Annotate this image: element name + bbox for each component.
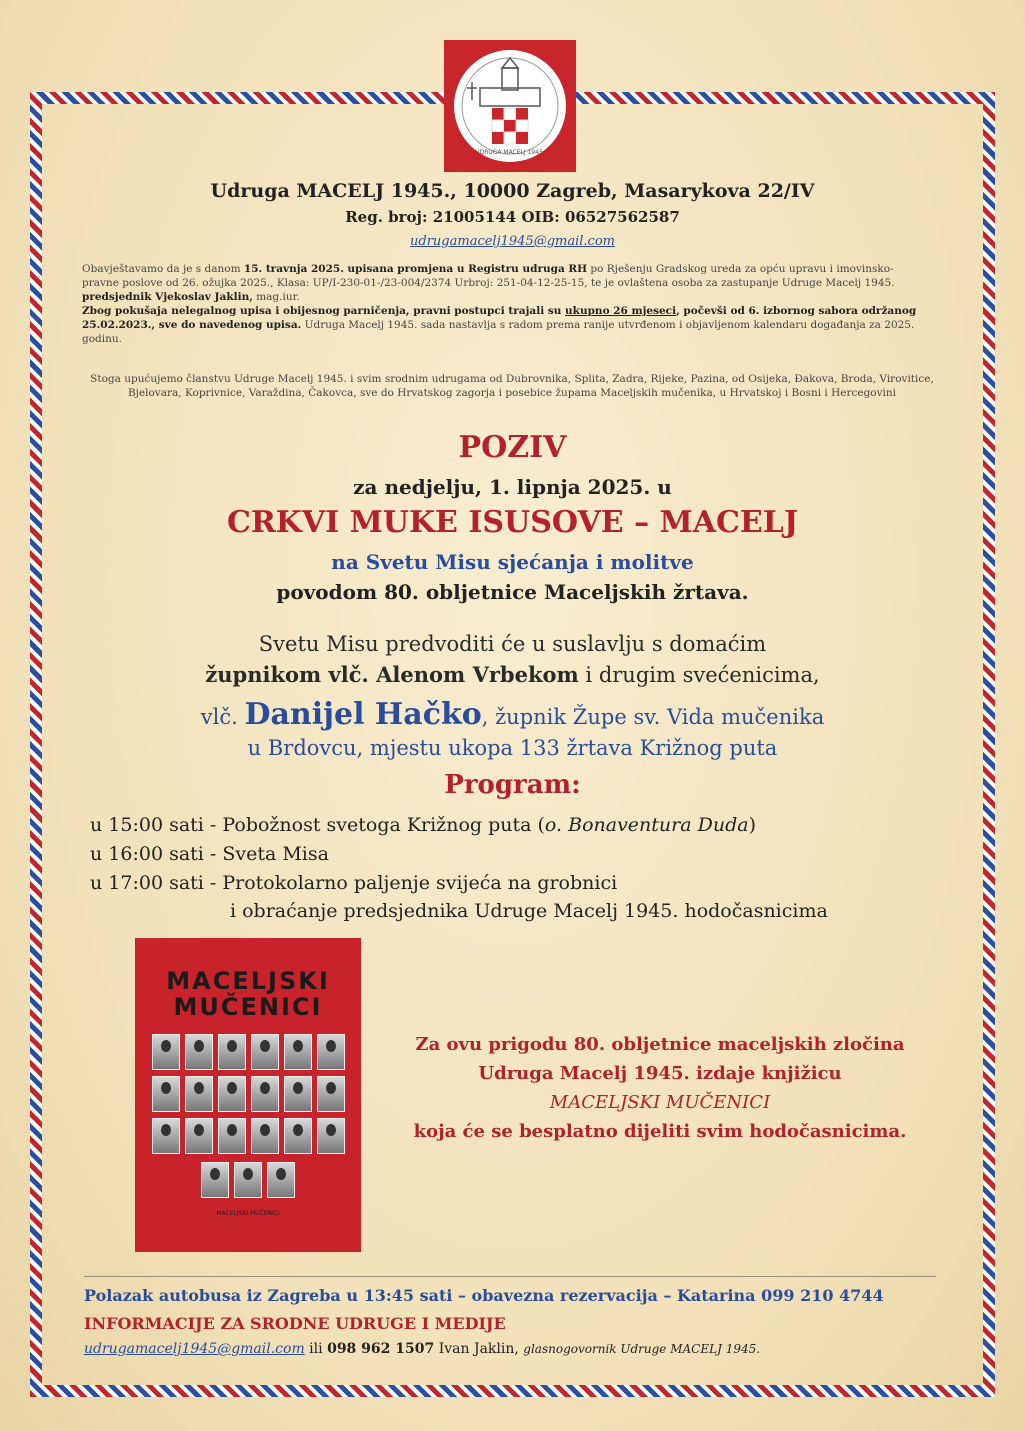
portrait-photo <box>152 1034 180 1070</box>
program-title: Program: <box>444 770 581 800</box>
portrait-photo <box>251 1034 279 1070</box>
portrait-photo <box>234 1162 262 1198</box>
program-item-2: u 16:00 sati - Sveta Misa <box>90 843 329 865</box>
logo <box>444 40 576 172</box>
book-subtitle: MACELJSKI MUČENICI <box>216 1210 280 1217</box>
portrait-photo <box>218 1118 246 1154</box>
org-registration: Reg. broj: 21005144 OIB: 06527562587 <box>345 208 680 226</box>
anniversary-line: povodom 80. obljetnice Maceljskih žrtava. <box>276 580 749 604</box>
church-checkerboard-logo-icon <box>450 46 570 166</box>
bus-departure-info: Polazak autobusa iz Zagreba u 13:45 sati – obavezna rezervacija – Katarina 099 210 4744 <box>84 1286 884 1305</box>
church-name: CRKVI MUKE ISUSOVE – MACELJ <box>226 505 799 540</box>
contact-phone: 098 962 1507 <box>327 1341 435 1357</box>
program-item-3: u 17:00 sati - Protokolarno paljenje svijeća na grobnici <box>90 872 618 894</box>
portrait-photo <box>185 1076 213 1112</box>
registration-notice: Obavještavamo da je s danom 15. travnja 2025. upisana promjena u Registru udruga RH po Rješenju Gradskog ureda za opću upravu i imovinsko-pravne poslove od 26. ožujka 2025., Klasa: UP/I-230-01-/23-004/2374 Urbroj: 251-04-12-25-15, te je ovlaštena osoba za zastupanje Udruge Macelj 1945. predsjednik Vjekoslav Jaklin, mag.iur. Zbog pokušaja nelegalnog upisa i obijesnog parničenja, pravni postupci trajali su ukupno 26 mjeseci, počevši od 6. izbornog sabora održanog 25.02.2023., sve do navedenog upisa. Udruga Macelj 1945. sada nastavlja s radom prema ranije utvrđenom i objavljenom kalendaru događanja za 2025. godinu. <box>82 263 917 345</box>
event-date: za nedjelju, 1. lipnja 2025. u <box>353 475 672 499</box>
portrait-photo <box>152 1076 180 1112</box>
celebrant-line-4: u Brdovcu, mjestu ukopa 133 žrtava Križnog puta <box>247 736 778 760</box>
celebrant-line-2: župnikom vlč. Alenom Vrbekom i drugim svećenicima, <box>205 662 820 687</box>
portrait-photo <box>185 1118 213 1154</box>
book-cover-image <box>135 938 361 1252</box>
main-celebrant: vlč. Danijel Hačko, župnik Župe sv. Vida mučenika <box>200 697 825 732</box>
contact-email-link[interactable]: udrugamacelj1945@gmail.com <box>84 1341 305 1357</box>
portrait-photo <box>317 1076 345 1112</box>
contact-line: udrugamacelj1945@gmail.com ili 098 962 1507 Ivan Jaklin, glasnogovornik Udruge MACELJ 1945. <box>84 1341 761 1357</box>
invitation-addressees: Stoga upućujemo članstvu Udruge Macelj 1945. i svim srodnim udrugama od Dubrovnika, Splita, Zadra, Rijeke, Pazina, od Osijeka, Đakova, Broda, Virovitice, Bjelovara, Koprivnice, Varaždina, Čakovca, sve do Hrvatskog zagorja i posebice župama Maceljskih mučenika, u Hrvatskoj i Bosni i Hercegovini <box>90 373 934 399</box>
portrait-photo <box>152 1118 180 1154</box>
celebrant-line-1: Svetu Misu predvoditi će u suslavlju s domaćim <box>258 632 767 656</box>
program-item-3-continued: i obraćanje predsjednika Udruge Macelj 1945. hodočasnicima <box>230 900 828 922</box>
portrait-photo <box>218 1076 246 1112</box>
portrait-grid <box>150 1034 346 1154</box>
footer-divider <box>84 1276 936 1277</box>
portrait-photo <box>284 1118 312 1154</box>
portrait-photo <box>201 1162 229 1198</box>
mass-description: na Svetu Misu sjećanja i molitve <box>331 550 694 574</box>
portrait-photo <box>284 1076 312 1112</box>
book-title: MACELJSKI MUČENICI <box>166 967 330 1021</box>
portrait-photo <box>317 1118 345 1154</box>
portrait-photo <box>185 1034 213 1070</box>
portrait-photo <box>251 1118 279 1154</box>
org-name: Udruga MACELJ 1945., 10000 Zagreb, Masarykova 22/IV <box>210 180 815 202</box>
org-email-link[interactable]: udrugamacelj1945@gmail.com <box>410 234 615 249</box>
logo-ring-text: UDRUGA MACELJ 1945. <box>475 149 545 156</box>
portrait-photo <box>267 1162 295 1198</box>
portrait-row-last <box>198 1162 298 1198</box>
portrait-photo <box>284 1034 312 1070</box>
portrait-photo <box>317 1034 345 1070</box>
portrait-photo <box>251 1076 279 1112</box>
portrait-photo <box>218 1034 246 1070</box>
program-item-1: u 15:00 sati - Pobožnost svetoga Križnog puta (o. Bonaventura Duda) <box>90 814 756 836</box>
media-info-heading: INFORMACIJE ZA SRODNE UDRUGE I MEDIJE <box>84 1314 506 1333</box>
booklet-announcement: Za ovu prigodu 80. obljetnice maceljskih zločina Udruga Macelj 1945. izdaje knjižicu MACELJSKI MUČENICI koja će se besplatno dijeliti svim hodočasnicima. <box>413 1034 907 1142</box>
invitation-title: POZIV <box>458 430 567 465</box>
